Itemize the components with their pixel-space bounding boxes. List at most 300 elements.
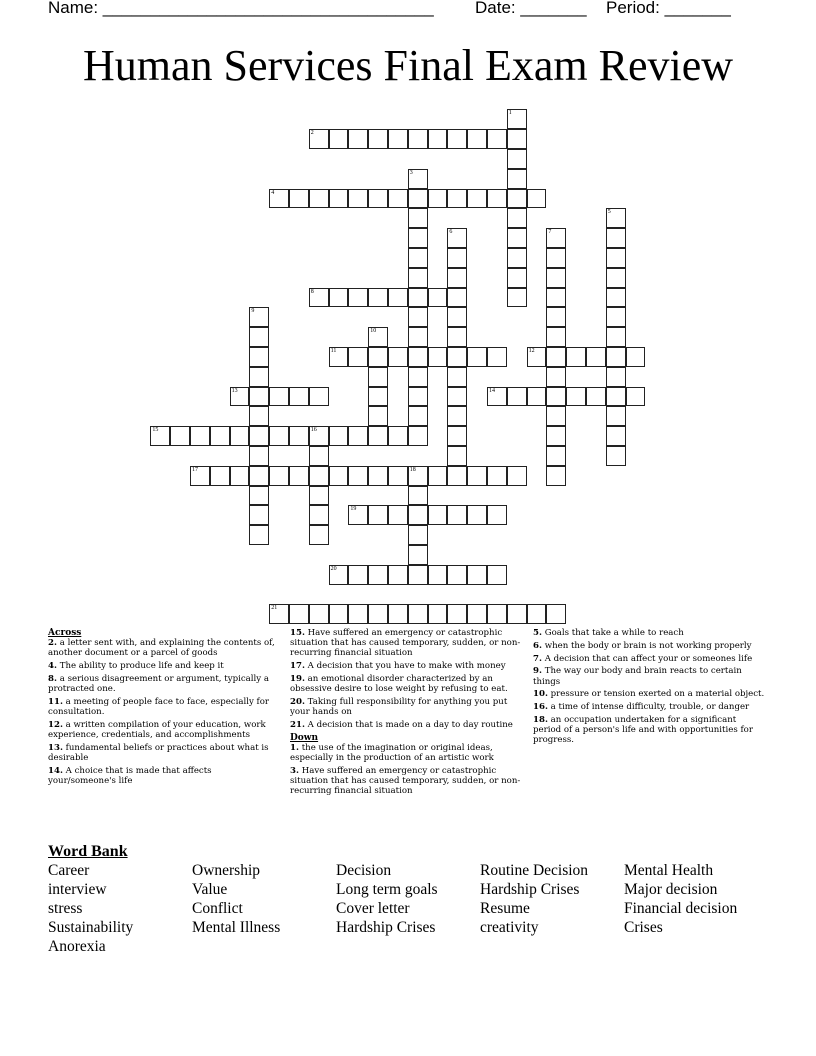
crossword-cell[interactable] <box>546 228 566 248</box>
crossword-cell[interactable] <box>249 525 269 545</box>
crossword-cell[interactable] <box>566 347 586 367</box>
crossword-cell[interactable] <box>606 228 626 248</box>
crossword-cell[interactable] <box>348 505 368 525</box>
crossword-cell[interactable] <box>467 466 487 486</box>
crossword-cell[interactable] <box>408 327 428 347</box>
clue-number-label: 2. <box>48 638 57 649</box>
crossword-cell[interactable] <box>546 426 566 446</box>
clue-text: Have suffered an emergency or catastrophic situation that has caused temporary, sudden, or non-recurring financial situation <box>290 766 521 797</box>
crossword-cell[interactable] <box>408 565 428 585</box>
name-field[interactable]: Name: ___________________________________ <box>48 0 434 17</box>
crossword-cell[interactable] <box>210 466 230 486</box>
crossword-cell[interactable] <box>388 426 408 446</box>
crossword-cell[interactable] <box>447 505 467 525</box>
crossword-cell[interactable] <box>467 189 487 209</box>
crossword-cell[interactable] <box>269 466 289 486</box>
word-bank-item: Hardship Crises <box>480 881 580 898</box>
crossword-cell[interactable] <box>507 189 527 209</box>
crossword-cell[interactable] <box>447 129 467 149</box>
clue-number-label: 9. <box>533 666 542 677</box>
crossword-cell[interactable] <box>249 446 269 466</box>
word-bank-title: Word Bank <box>48 843 128 860</box>
crossword-cell[interactable] <box>309 486 329 506</box>
crossword-cell[interactable] <box>546 466 566 486</box>
crossword-cell[interactable] <box>527 387 547 407</box>
clue-number: 19 <box>350 506 357 513</box>
down-clue <box>533 702 765 712</box>
crossword-cell[interactable] <box>408 387 428 407</box>
across-clue <box>48 638 276 658</box>
clue-number: 21 <box>271 605 278 612</box>
crossword-cell[interactable] <box>309 189 329 209</box>
word-bank-item: Mental Illness <box>192 919 281 936</box>
crossword-cell[interactable] <box>606 268 626 288</box>
clue-text: a letter sent with, and explaining the contents of, another document or a parcel of goods <box>48 638 275 659</box>
crossword-cell[interactable] <box>348 189 368 209</box>
clue-number: 15 <box>152 427 159 434</box>
crossword-cell[interactable] <box>586 387 606 407</box>
crossword-cell[interactable] <box>289 604 309 624</box>
crossword-cell[interactable] <box>388 466 408 486</box>
clue-number: 14 <box>489 387 495 394</box>
word-bank-item: Anorexia <box>48 938 106 955</box>
crossword-cell[interactable] <box>507 248 527 268</box>
crossword-cell[interactable] <box>487 189 507 209</box>
clue-text: a written compilation of your education, work experience, credentials, and accomplishments <box>48 720 266 741</box>
clue-text: A decision that can affect your or someones life <box>541 653 753 664</box>
word-bank-item: interview <box>48 881 107 898</box>
word-bank-item: Value <box>192 881 228 898</box>
crossword-cell[interactable] <box>447 426 467 446</box>
crossword-cell[interactable] <box>249 486 269 506</box>
word-bank-item: Long term goals <box>336 881 438 898</box>
crossword-cell[interactable] <box>546 406 566 426</box>
crossword-cell[interactable] <box>507 604 527 624</box>
crossword-cell[interactable] <box>249 327 269 347</box>
down-clue <box>533 666 765 686</box>
crossword-cell[interactable] <box>467 129 487 149</box>
crossword-cell[interactable] <box>170 426 190 446</box>
crossword-cell[interactable] <box>467 565 487 585</box>
crossword-cell[interactable] <box>368 565 388 585</box>
crossword-cell[interactable] <box>408 505 428 525</box>
crossword-cell[interactable] <box>289 387 309 407</box>
clue-number-label: 6. <box>533 640 542 651</box>
page-title: Human Services Final Exam Review <box>82 41 734 90</box>
crossword-cell[interactable] <box>348 288 368 308</box>
clues-column-3 <box>533 628 765 748</box>
across-clue <box>290 661 526 671</box>
crossword-cell[interactable] <box>428 466 448 486</box>
crossword-cell[interactable] <box>230 466 250 486</box>
crossword-cell[interactable] <box>408 268 428 288</box>
crossword-cell[interactable] <box>368 426 388 446</box>
clue-number: 13 <box>231 387 238 394</box>
crossword-cell[interactable] <box>408 248 428 268</box>
clue-text: A decision that is made on a day to day routine <box>304 720 513 730</box>
crossword-cell[interactable] <box>546 446 566 466</box>
crossword-cell[interactable] <box>408 426 428 446</box>
word-bank-item: Hardship Crises <box>336 919 436 936</box>
crossword-cell[interactable] <box>249 505 269 525</box>
crossword-cell[interactable] <box>487 347 507 367</box>
crossword-cell[interactable] <box>507 288 527 308</box>
crossword-cell[interactable] <box>507 149 527 169</box>
crossword-cell[interactable] <box>467 505 487 525</box>
crossword-cell[interactable] <box>606 208 626 228</box>
across-clue <box>290 674 526 694</box>
crossword-cell[interactable] <box>408 228 428 248</box>
clue-number: 9 <box>251 308 255 315</box>
clue-number: 16 <box>310 427 317 434</box>
crossword-cell[interactable] <box>249 347 269 367</box>
crossword-cell[interactable] <box>467 347 487 367</box>
crossword-cell[interactable] <box>329 426 349 446</box>
across-clue <box>48 674 276 694</box>
crossword-cell[interactable] <box>487 466 507 486</box>
clue-text: Have suffered an emergency or catastrophic situation that has caused temporary, sudden, or non-recurring financial situation <box>290 628 521 659</box>
down-clue <box>533 654 765 664</box>
down-clue <box>290 766 526 797</box>
crossword-cell[interactable] <box>190 426 210 446</box>
date-field[interactable]: Date: _______ <box>475 0 587 17</box>
clue-number: 17 <box>192 466 198 473</box>
crossword-cell[interactable] <box>408 288 428 308</box>
clue-number: 2 <box>310 130 314 137</box>
crossword-cell[interactable] <box>249 387 269 407</box>
crossword-cell[interactable] <box>428 129 448 149</box>
crossword-cell[interactable] <box>428 347 448 367</box>
crossword-cell[interactable] <box>546 327 566 347</box>
crossword-cell[interactable] <box>408 545 428 565</box>
clue-number: 7 <box>548 229 552 236</box>
clue-text: fundamental beliefs or practices about what is desirable <box>48 743 269 764</box>
clue-number-label: 7. <box>533 653 542 664</box>
crossword-cell[interactable] <box>527 347 547 367</box>
crossword-cell[interactable] <box>348 466 368 486</box>
crossword-cell[interactable] <box>269 604 289 624</box>
word-bank-item: Sustainability <box>48 919 134 936</box>
crossword-cell[interactable] <box>447 604 467 624</box>
crossword-cell[interactable] <box>348 347 368 367</box>
crossword-cell[interactable] <box>507 109 527 129</box>
crossword-cell[interactable] <box>388 189 408 209</box>
crossword-cell[interactable] <box>408 169 428 189</box>
down-clue <box>533 715 765 746</box>
clue-text: when the body or brain is not working properly <box>541 640 752 651</box>
crossword-cell[interactable] <box>546 248 566 268</box>
crossword-cell[interactable] <box>249 406 269 426</box>
crossword-cell[interactable] <box>447 446 467 466</box>
crossword-cell[interactable] <box>428 604 448 624</box>
crossword-cell[interactable] <box>408 466 428 486</box>
clue-number: 10 <box>370 328 377 335</box>
clue-text: pressure or tension exerted on a material object. <box>547 689 765 700</box>
crossword-cell[interactable] <box>487 565 507 585</box>
crossword-cell[interactable] <box>447 248 467 268</box>
clue-number-label: 16. <box>533 702 548 713</box>
crossword-cell[interactable] <box>329 466 349 486</box>
crossword-cell[interactable] <box>368 129 388 149</box>
across-clue <box>290 628 526 659</box>
crossword-cell[interactable] <box>388 604 408 624</box>
clue-number-label: 5. <box>533 628 542 638</box>
crossword-cell[interactable] <box>408 208 428 228</box>
across-clue <box>48 697 276 717</box>
crossword-cell[interactable] <box>606 406 626 426</box>
word-bank-item: Decision <box>336 862 392 879</box>
clue-number: 18 <box>409 466 416 473</box>
crossword-cell[interactable] <box>150 426 170 446</box>
crossword-cell[interactable] <box>546 268 566 288</box>
crossword-cell[interactable] <box>408 307 428 327</box>
clue-text: the use of the imagination or original ideas, especially in the production of an artistic work <box>290 743 494 764</box>
crossword-cell[interactable] <box>546 387 566 407</box>
across-clue <box>290 697 526 717</box>
crossword-cell[interactable] <box>428 189 448 209</box>
crossword-cell[interactable] <box>388 565 408 585</box>
crossword-cell[interactable] <box>348 426 368 446</box>
crossword-cell[interactable] <box>269 189 289 209</box>
clue-number-label: 3. <box>290 766 299 776</box>
word-bank-item: Financial decision <box>624 900 738 917</box>
crossword-cell[interactable] <box>546 367 566 387</box>
crossword-cell[interactable] <box>606 446 626 466</box>
crossword-cell[interactable] <box>329 347 349 367</box>
across-clue <box>48 743 276 763</box>
crossword-cell[interactable] <box>428 505 448 525</box>
across-clue <box>48 661 276 671</box>
crossword-cell[interactable] <box>368 347 388 367</box>
crossword-cell[interactable] <box>487 129 507 149</box>
crossword-cell[interactable] <box>309 604 329 624</box>
clue-text: a serious disagreement or argument, typically a protracted one. <box>48 674 269 695</box>
clue-number-label: 20. <box>290 697 305 707</box>
crossword-cell[interactable] <box>507 228 527 248</box>
across-clue <box>48 766 276 786</box>
crossword-cell[interactable] <box>309 466 329 486</box>
crossword-cell[interactable] <box>408 129 428 149</box>
word-bank-item: Crises <box>624 919 663 936</box>
word-bank-item: stress <box>48 900 83 917</box>
crossword-cell[interactable] <box>487 604 507 624</box>
crossword-cell[interactable] <box>309 525 329 545</box>
crossword-cell[interactable] <box>507 387 527 407</box>
crossword-cell[interactable] <box>249 307 269 327</box>
down-heading: Down <box>290 732 319 743</box>
crossword-cell[interactable] <box>329 565 349 585</box>
clue-number-label: 19. <box>290 674 305 684</box>
crossword-cell[interactable] <box>368 387 388 407</box>
crossword-cell[interactable] <box>447 406 467 426</box>
clue-number: 12 <box>528 348 535 354</box>
down-clue <box>290 743 526 763</box>
crossword-cell[interactable] <box>368 466 388 486</box>
crossword-cell[interactable] <box>606 307 626 327</box>
crossword-cell[interactable] <box>309 387 329 407</box>
clue-number: 5 <box>607 209 611 216</box>
crossword-cell[interactable] <box>507 268 527 288</box>
crossword-cell[interactable] <box>289 189 309 209</box>
crossword-cell[interactable] <box>368 288 388 308</box>
clue-number: 6 <box>449 229 453 236</box>
crossword-cell[interactable] <box>546 307 566 327</box>
across-clue <box>290 720 526 730</box>
word-bank-item: Mental Health <box>624 862 714 879</box>
crossword-cell[interactable] <box>447 228 467 248</box>
down-clue <box>533 641 765 651</box>
clue-text: A choice that is made that affects your/someone's life <box>48 766 212 787</box>
crossword-cell[interactable] <box>368 189 388 209</box>
crossword-cell[interactable] <box>507 129 527 149</box>
clue-number: 8 <box>310 288 314 295</box>
crossword-cell[interactable] <box>586 347 606 367</box>
crossword-cell[interactable] <box>348 129 368 149</box>
crossword-cell[interactable] <box>368 604 388 624</box>
crossword-cell[interactable] <box>230 387 250 407</box>
crossword-cell[interactable] <box>428 288 448 308</box>
word-bank-item: Career <box>48 862 90 879</box>
crossword-cell[interactable] <box>507 208 527 228</box>
crossword-cell[interactable] <box>487 387 507 407</box>
clue-number-label: 18. <box>533 714 548 725</box>
crossword-cell[interactable] <box>507 466 527 486</box>
crossword-cell[interactable] <box>408 486 428 506</box>
crossword-cell[interactable] <box>388 288 408 308</box>
crossword-cell[interactable] <box>289 466 309 486</box>
crossword-cell[interactable] <box>606 367 626 387</box>
clue-text: Taking full responsibility for anything you put your hands on <box>290 697 508 718</box>
crossword-cell[interactable] <box>447 347 467 367</box>
clue-text: an occupation undertaken for a significant period of a person's life and with opportunities for progress. <box>533 714 753 746</box>
crossword-cell[interactable] <box>210 426 230 446</box>
crossword-cell[interactable] <box>606 248 626 268</box>
crossword-cell[interactable] <box>408 367 428 387</box>
crossword-cell[interactable] <box>249 466 269 486</box>
crossword-cell[interactable] <box>309 505 329 525</box>
down-clue <box>533 689 765 699</box>
word-bank-item: Major decision <box>624 881 718 898</box>
crossword-cell[interactable] <box>269 426 289 446</box>
crossword-cell[interactable] <box>606 288 626 308</box>
crossword-cell[interactable] <box>329 288 349 308</box>
clue-number: 1 <box>508 110 512 117</box>
crossword-cell[interactable] <box>447 565 467 585</box>
word-bank-item: Routine Decision <box>480 862 589 879</box>
crossword-cell[interactable] <box>388 347 408 367</box>
crossword-cell[interactable] <box>487 505 507 525</box>
word-bank-item: Cover letter <box>336 900 410 917</box>
crossword-cell[interactable] <box>626 347 646 367</box>
crossword-cell[interactable] <box>467 604 487 624</box>
crossword-cell[interactable] <box>527 189 547 209</box>
clue-number-label: 15. <box>290 628 305 638</box>
crossword-cell[interactable] <box>230 426 250 446</box>
crossword-cell[interactable] <box>408 604 428 624</box>
crossword-cell[interactable] <box>368 505 388 525</box>
crossword-cell[interactable] <box>606 347 626 367</box>
word-bank-item: Ownership <box>192 862 261 879</box>
across-clue <box>48 720 276 740</box>
crossword-cell[interactable] <box>348 604 368 624</box>
crossword-cell[interactable] <box>269 387 289 407</box>
crossword-cell[interactable] <box>447 307 467 327</box>
crossword-cell[interactable] <box>348 565 368 585</box>
crossword-cell[interactable] <box>309 446 329 466</box>
crossword-cell[interactable] <box>289 426 309 446</box>
crossword-cell[interactable] <box>447 189 467 209</box>
clues-column-2 <box>290 628 526 799</box>
crossword-cell[interactable] <box>546 288 566 308</box>
crossword-cell[interactable] <box>447 288 467 308</box>
crossword-cell[interactable] <box>329 189 349 209</box>
crossword-cell[interactable] <box>447 466 467 486</box>
crossword-cell[interactable] <box>546 604 566 624</box>
clue-number-label: 1. <box>290 743 299 753</box>
clue-number-label: 14. <box>48 766 63 776</box>
clue-text: The ability to produce life and keep it <box>56 661 224 672</box>
crossword-cell[interactable] <box>190 466 210 486</box>
crossword-cell[interactable] <box>309 426 329 446</box>
clue-number-label: 11. <box>48 697 63 707</box>
clue-number: 11 <box>330 348 337 354</box>
crossword-cell[interactable] <box>447 268 467 288</box>
crossword-cell[interactable] <box>527 604 547 624</box>
clue-text: a time of intense difficulty, trouble, or danger <box>547 702 750 713</box>
crossword-cell[interactable] <box>606 387 626 407</box>
crossword-cell[interactable] <box>368 367 388 387</box>
crossword-cell[interactable] <box>408 406 428 426</box>
crossword-cell[interactable] <box>566 387 586 407</box>
crossword-cell[interactable] <box>408 525 428 545</box>
crossword-cell[interactable] <box>388 129 408 149</box>
crossword-cell[interactable] <box>408 189 428 209</box>
crossword-cell[interactable] <box>249 367 269 387</box>
clue-number-label: 8. <box>48 674 57 684</box>
clue-text: Goals that take a while to reach <box>541 628 684 638</box>
clue-number: 4 <box>271 189 275 196</box>
crossword-cell[interactable] <box>368 327 388 347</box>
crossword-cell[interactable] <box>447 387 467 407</box>
crossword-cell[interactable] <box>626 387 646 407</box>
crossword-cell[interactable] <box>329 604 349 624</box>
crossword-cell[interactable] <box>309 288 329 308</box>
clue-text: a meeting of people face to face, especially for consultation. <box>48 697 270 718</box>
crossword-cell[interactable] <box>546 347 566 367</box>
crossword-cell[interactable] <box>447 327 467 347</box>
crossword-cell[interactable] <box>329 129 349 149</box>
crossword-cell[interactable] <box>388 505 408 525</box>
crossword-cell[interactable] <box>408 347 428 367</box>
clue-text: an emotional disorder characterized by an obsessive desire to lose weight by refusing to eat. <box>290 674 508 695</box>
crossword-cell[interactable] <box>606 426 626 446</box>
crossword-cell[interactable] <box>507 169 527 189</box>
crossword-cell[interactable] <box>368 406 388 426</box>
clues-column-1 <box>48 628 276 789</box>
clue-number-label: 17. <box>290 661 305 672</box>
clue-number-label: 12. <box>48 720 63 730</box>
clue-number-label: 13. <box>48 743 63 753</box>
crossword-cell[interactable] <box>606 327 626 347</box>
crossword-cell[interactable] <box>309 129 329 149</box>
crossword-cell[interactable] <box>428 565 448 585</box>
clue-number: 20 <box>330 565 337 572</box>
crossword-cell[interactable] <box>447 367 467 387</box>
crossword-cell[interactable] <box>249 426 269 446</box>
clue-number: 3 <box>409 169 413 176</box>
clue-text: A decision that you have to make with money <box>304 661 506 672</box>
period-field[interactable]: Period: _______ <box>606 0 731 17</box>
